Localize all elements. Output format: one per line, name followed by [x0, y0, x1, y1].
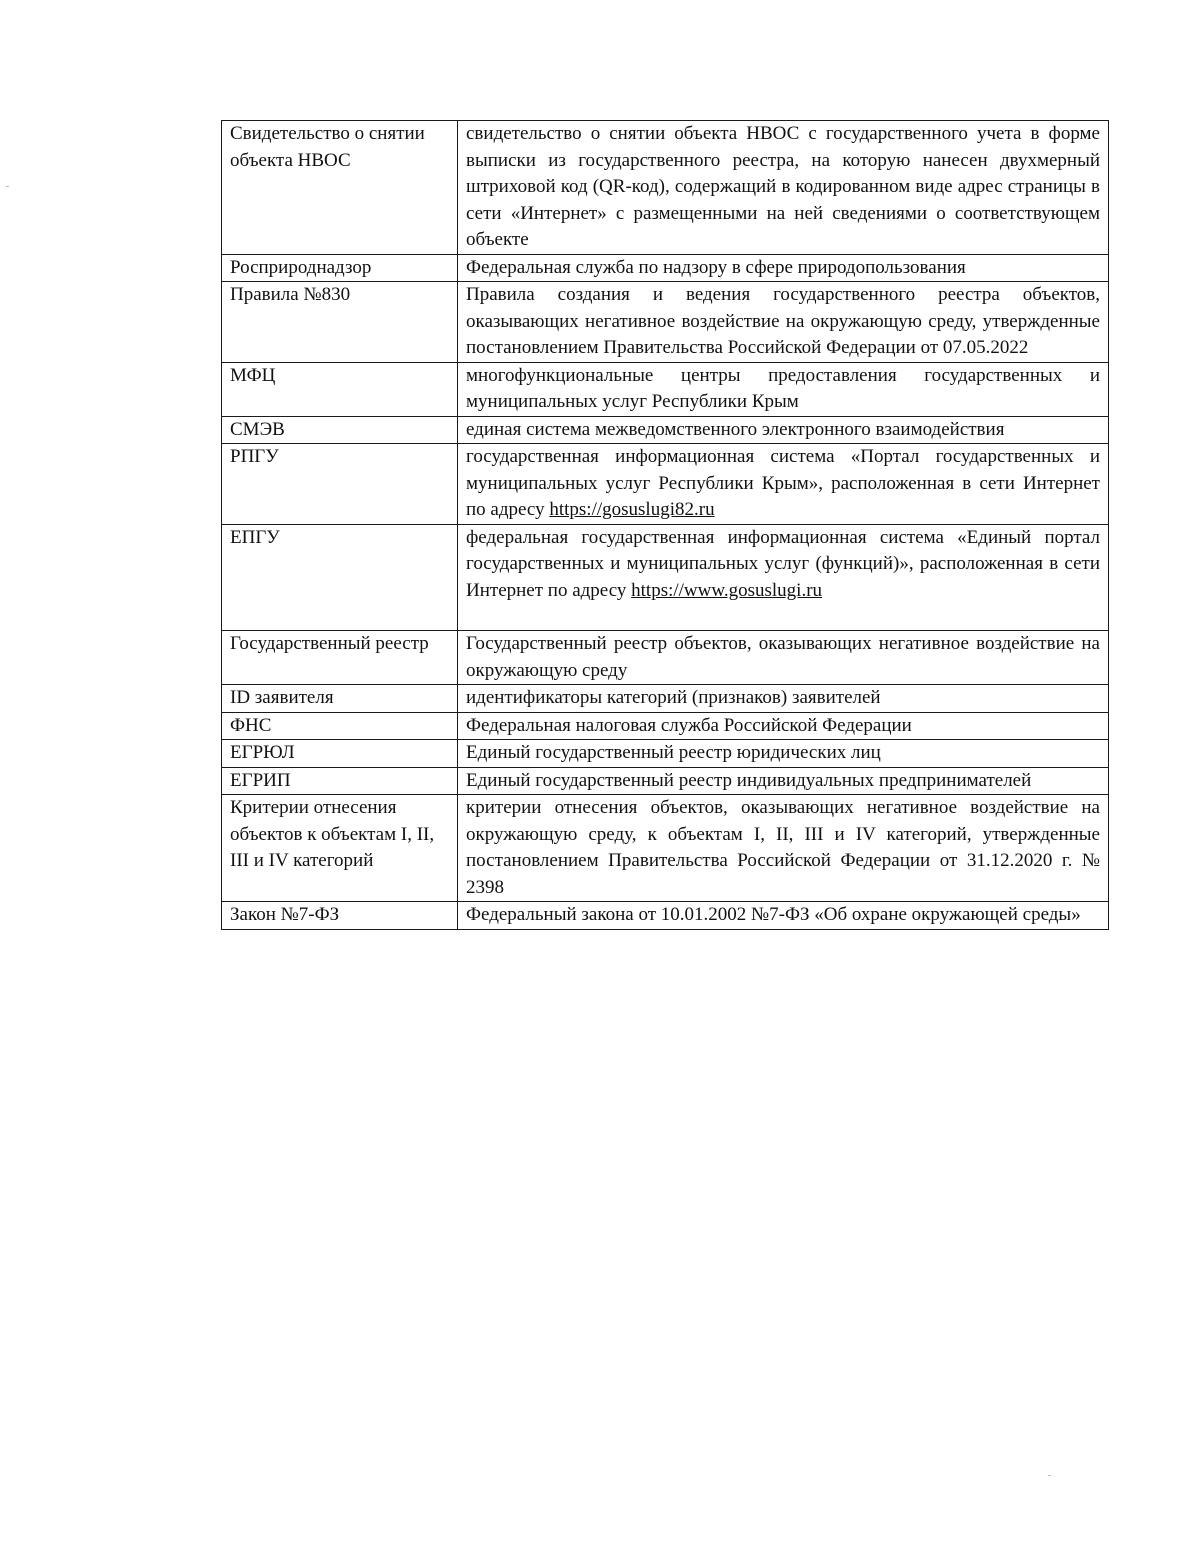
- term-cell: Росприроднадзор: [222, 254, 458, 282]
- term-cell: Критерии отнесения объектов к объектам I, II, III и IV категорий: [222, 795, 458, 902]
- definition-cell: свидетельство о снятии объекта НВОС с государственного учета в форме выписки из государственного реестра, на которую нанесен двухмерный штриховой код (QR-код), содержащий в кодированном виде адрес страницы в сети «Интернет» с размещенными на ней сведениями о соответствующем объекте: [458, 121, 1109, 255]
- scan-mark: [6, 186, 9, 187]
- table-row: [222, 444, 1109, 525]
- term-cell: ФНС: [222, 712, 458, 740]
- portal-link[interactable]: https://www.gosuslugi.ru: [631, 579, 823, 601]
- table-row: [222, 795, 1109, 902]
- term-cell: ЕГРИП: [222, 767, 458, 795]
- table-row: [222, 362, 1109, 416]
- term-cell: СМЭВ: [222, 416, 458, 444]
- definition-cell: Единый государственный реестр индивидуальных предпринимателей: [458, 767, 1109, 795]
- definition-cell: единая система межведомственного электронного взаимодействия: [458, 416, 1109, 444]
- term-cell: Государственный реестр: [222, 631, 458, 685]
- definition-cell: Государственный реестр объектов, оказывающих негативное воздействие на окружающую среду: [458, 631, 1109, 685]
- table-row: [222, 685, 1109, 713]
- term-cell: ID заявителя: [222, 685, 458, 713]
- definition-cell: Федеральная служба по надзору в сфере природопользования: [458, 254, 1109, 282]
- definition-cell: Правила создания и ведения государственного реестра объектов, оказывающих негативное воздействие на окружающую среду, утвержденные постановлением Правительства Российской Федерации от 07.05.2022: [458, 282, 1109, 363]
- table-row: [222, 282, 1109, 363]
- definition-text: федеральная государственная информационная система «Единый портал государственных и муниципальных услуг (функций)», расположенная в сети Интернет по адресу: [466, 526, 1100, 601]
- definition-cell: Единый государственный реестр юридических лиц: [458, 740, 1109, 768]
- table-row: [222, 712, 1109, 740]
- term-cell: ЕПГУ: [222, 524, 458, 631]
- definition-cell: Федеральный закона от 10.01.2002 №7-ФЗ «Об охране окружающей среды»: [458, 902, 1109, 930]
- definition-cell: [458, 524, 1109, 631]
- definition-cell: [458, 444, 1109, 525]
- definition-cell: многофункциональные центры предоставления государственных и муниципальных услуг Республики Крым: [458, 362, 1109, 416]
- table-row: [222, 740, 1109, 768]
- table-row: [222, 631, 1109, 685]
- scan-mark: [1048, 1475, 1051, 1476]
- definition-cell: Федеральная налоговая служба Российской Федерации: [458, 712, 1109, 740]
- definition-cell: критерии отнесения объектов, оказывающих негативное воздействие на окружающую среду, к объектам I, II, III и IV категорий, утвержденные постановлением Правительства Российской Федерации от 31.12.2020 г. № 2398: [458, 795, 1109, 902]
- table-row: [222, 524, 1109, 631]
- term-cell: Правила №830: [222, 282, 458, 363]
- definition-text: государственная информационная система «Портал государственных и муниципальных услуг Республики Крым», расположенная в сети Интернет по адресу: [466, 446, 1100, 520]
- table-row: [222, 121, 1109, 255]
- portal-link[interactable]: https://gosuslugi82.ru: [549, 499, 715, 520]
- term-cell: Закон №7-ФЗ: [222, 902, 458, 930]
- table-row: [222, 254, 1109, 282]
- abbreviations-table: [221, 120, 1109, 930]
- table-row: [222, 767, 1109, 795]
- term-cell: Свидетельство о снятии объекта НВОС: [222, 121, 458, 255]
- term-cell: МФЦ: [222, 362, 458, 416]
- term-cell: РПГУ: [222, 444, 458, 525]
- term-cell: ЕГРЮЛ: [222, 740, 458, 768]
- table-row: [222, 416, 1109, 444]
- definition-cell: идентификаторы категорий (признаков) заявителей: [458, 685, 1109, 713]
- table-row: [222, 902, 1109, 930]
